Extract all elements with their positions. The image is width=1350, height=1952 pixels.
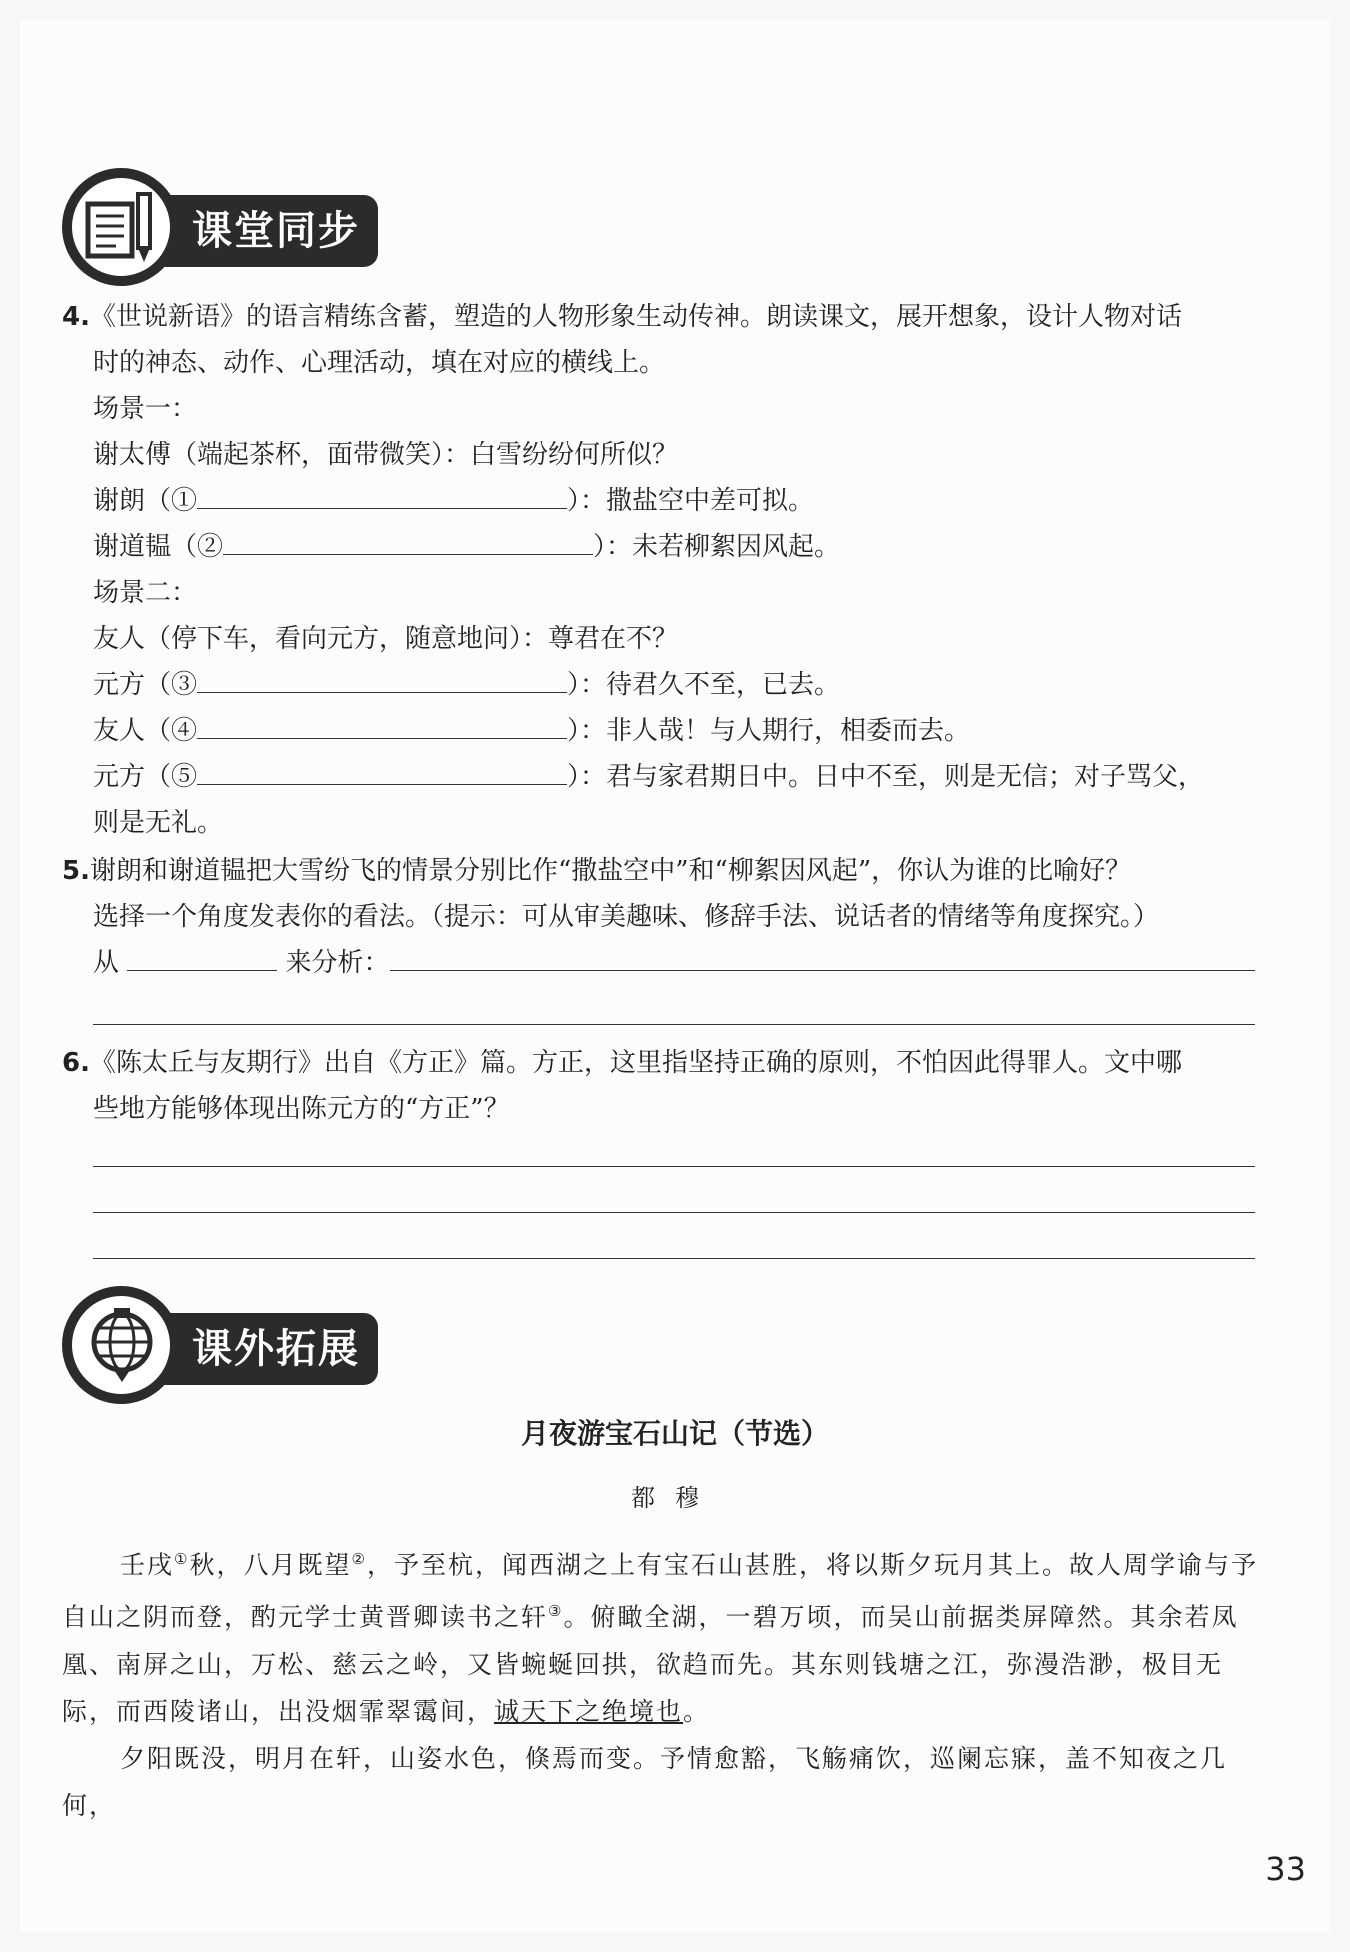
q4-scene2: 场景二： <box>93 578 198 608</box>
q5-answer-row: 从 来分析： <box>93 940 1255 986</box>
article-body <box>62 1536 1262 1829</box>
q6-line1: 6.《陈太丘与友期行》出自《方正》篇。方正，这里指坚持正确的原则，不怕因此得罪人。文中哪 <box>62 1048 1182 1078</box>
answer-blank-4[interactable] <box>197 708 567 739</box>
answer-blank-5[interactable] <box>197 754 567 785</box>
section-banner-sync <box>62 168 382 288</box>
footnote-3[interactable]: ③ <box>548 1602 564 1621</box>
section-banner-extension <box>62 1286 382 1406</box>
section-title: 课外拓展 <box>120 1313 378 1385</box>
paragraph: 夕阳既没，明月在轩，山姿水色，倏焉而变。予情愈豁，飞觞痛饮，巡阑忘寐，盖不知夜之几何， <box>62 1743 1228 1820</box>
article-title: 月夜游宝石山记（节选） <box>520 1417 829 1450</box>
paragraph: 壬戌①秋，八月既望②，予至杭，闻西湖之上有宝石山甚胜，将以斯夕玩月其上。故人周学谕与予自山之阴而登，酌元学士黄晋卿读书之轩③。俯瞰全湖，一碧万顷，而吴山前据类屏障然。其余若凤凰、南屏之山，万松、慈云之岭，又皆蜿蜒回拱，欲趋而先。其东则钱塘之江，弥漫浩渺，极目无际，而西陵诸山，出没烟霏翠霭间，诚天下之绝境也。 <box>62 1550 1258 1726</box>
q4-s2-l3: 友人（④ ）：非人哉！与人期行，相委而去。 <box>93 708 970 754</box>
answer-blank-1[interactable] <box>197 478 567 509</box>
q4-scene1: 场景一： <box>93 394 198 424</box>
q4-line1: 4.《世说新语》的语言精练含蓄，塑造的人物形象生动传神。朗读课文，展开想象，设计人物对话 <box>62 302 1182 332</box>
book-pencil-icon <box>84 188 160 266</box>
section-title: 课堂同步 <box>120 195 378 267</box>
q4-s1-l1: 谢太傅（端起茶杯，面带微笑）：白雪纷纷何所似？ <box>93 440 679 470</box>
q5-line2: 选择一个角度发表你的看法。（提示：可从审美趣味、修辞手法、说话者的情绪等角度探究。） <box>93 902 1160 932</box>
answer-blank-3[interactable] <box>197 662 567 693</box>
q4-s1-l3: 谢道韫（② ）：未若柳絮因风起。 <box>93 524 840 570</box>
answer-line[interactable] <box>93 1166 1255 1167</box>
q4-s1-l2: 谢朗（① ）：撒盐空中差可拟。 <box>93 478 814 524</box>
q4-s2-l4: 元方（⑤ ）：君与家君期日中。日中不至，则是无信；对子骂父， <box>93 754 1204 800</box>
q4-s2-l2: 元方（③ ）：待君久不至，已去。 <box>93 662 840 708</box>
article-author: 都穆 <box>631 1484 719 1512</box>
answer-blank-analysis[interactable] <box>390 940 1255 971</box>
footnote-1[interactable]: ① <box>174 1550 190 1568</box>
footnote-2[interactable]: ② <box>351 1550 367 1568</box>
page-number: 33 <box>1265 1850 1306 1888</box>
globe-book-icon <box>84 1306 160 1384</box>
answer-blank-2[interactable] <box>223 524 593 555</box>
answer-line[interactable] <box>93 1024 1255 1025</box>
answer-blank-angle[interactable] <box>127 940 277 971</box>
answer-line[interactable] <box>93 1212 1255 1213</box>
q4-s2-l5: 则是无礼。 <box>93 808 224 838</box>
q4-s2-l1: 友人（停下车，看向元方，随意地问）：尊君在不？ <box>93 624 679 654</box>
q6-line2: 些地方能够体现出陈元方的“方正”？ <box>93 1094 510 1124</box>
underlined-sentence: 诚天下之绝境也 <box>494 1696 684 1726</box>
q4-line2: 时的神态、动作、心理活动，填在对应的横线上。 <box>93 348 666 378</box>
answer-line[interactable] <box>93 1258 1255 1259</box>
q5-line1: 5.谢朗和谢道韫把大雪纷飞的情景分别比作“撒盐空中”和“柳絮因风起”，你认为谁的比喻好？ <box>62 856 1132 886</box>
